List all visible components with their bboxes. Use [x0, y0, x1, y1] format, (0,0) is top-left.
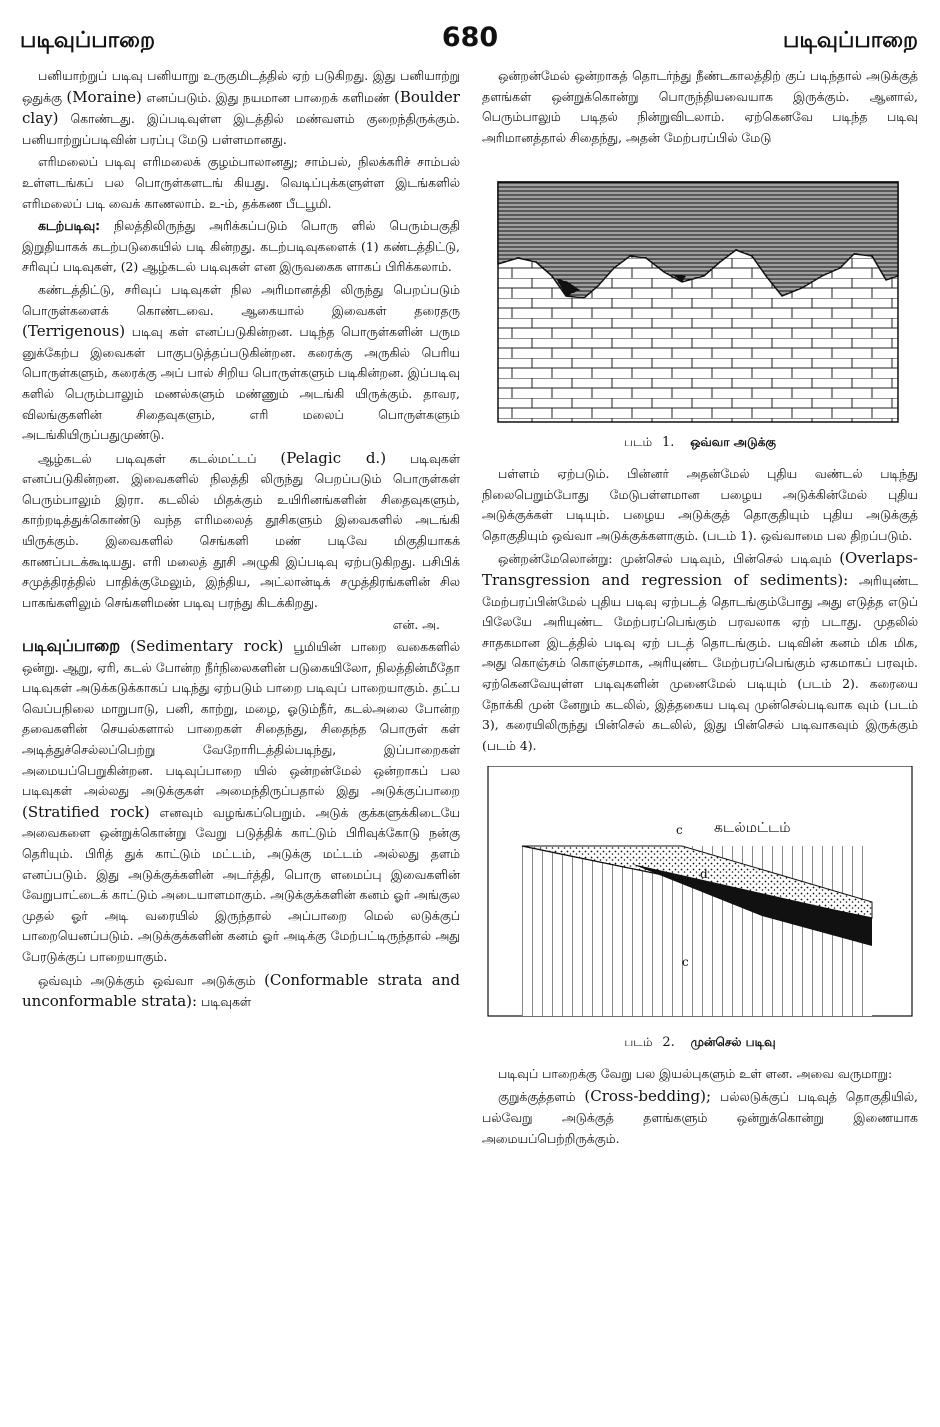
entry-title: படிவுப்பாறை: [22, 636, 121, 656]
paragraph-conformable: ஒவ்வும் அடுக்கும் ஒவ்வா அடுக்கும் (Conformable strata and unconformable strata): படிவுகள்: [22, 970, 460, 1011]
left-column: [22, 66, 460, 1015]
figure-2: [482, 766, 918, 1054]
paragraph-unconformity-explained: பள்ளம் ஏற்படும். பின்னர் அதன்மேல் புதிய வண்டல் படிந்து நிலைபெறும்போது மேடுபள்ளமான பழைய அடுக்கின்மேல் புதிய அடுக்குக்கள் படியும். பழைய அடுக்குத் தொகுதியும் புதிய அடுக்குத் தொகுதியும் ஒவ்வா அடுக்குக்களாகும். (படம் 1). ஒவ்வாமை பல திறப்படும்.: [482, 465, 918, 543]
running-head-left: படிவுப்பாறை: [20, 28, 155, 53]
running-head-right: படிவுப்பாறை: [783, 28, 918, 53]
paragraph-unconformity-intro: ஒன்றன்மேல் ஒன்றாகத் தொடர்ந்து நீண்டகாலத்திற் குப் படிந்தால் அடுக்குத் தளங்கள் ஒன்றுக்கொன்று பொருந்தியவையாக இருக்கும். ஆனால், பெரும்பாலும் படிதல் நின்றுவிடலாம். ஏற்கெனவே படிந்த படிவு அரிமானத்தால் சிதைந்து, அதன் மேற்பரப்பில் மேடு: [482, 68, 918, 145]
paragraph-deep-sea: ஆழ்கடல் படிவுகள் கடல்மட்டப் (Pelagic d.) படிவுகள் எனப்படுகின்றன. இவைகளில் நிலத்தி லிருந்து பெறப்படும் பொருள்கள் பெரும்பாலும் இரா. கடலில் மிதக்கும் உயிரினங்களின் சிதைவுகளும், காற்றடித்துக்கொண்டு வந்த எரிமலைத் தூசிகளும் இவைகளில் அடங்கி யிருக்கும். இவைகளில் செங்களி மண் படிவே மிகுதியாகக் காணப்படக்கூடியது. எரி மலைத் தூசி அழுகி இப்படிவு ஏற்படுகிறது. பசிபிக் சமுத்திரத்தில் பாதிக்குமேலும், இந்திய, அட்லான்டிக் சமுத்திரங்களின் சில பாகங்களிலும் செங்களிமண் படிவு பரந்து கிடக்கிறது.: [22, 448, 460, 610]
label-d: d: [700, 867, 708, 882]
paragraph-continental-shelf: கண்டத்திட்டு, சரிவுப் படிவுகள் நில அரிமானத்தி லிருந்து பெறப்படும் பொருள்களைக் கொண்டவை. ஆகையால் இவைகள் தரைதரு (Terrigenous) படிவு கள் எனப்படுகின்றன. படிந்த பொருள்களின் பரும னுக்கேற்ப இவைகள் பாகுபடுத்தப்படுகின்றன. கரைக்கு அருகில் பெரிய பொருள்களும், கரைக்கு அப் பால் சிறிய பொருள்களும் படிகின்றன. இப்படிவு களில் பெரும்பாலும் மணல்களும் மண்ணும் அடங்கி யிருக்கும். தாவர, விலங்குகளின் சிதைவுகளும், எரி மலைப் பொருள்களும் அடங்கியிருப்பதுமுண்டு.: [22, 281, 460, 443]
figure-1-caption: படம் 1. ஒவ்வா அடுக்கு: [624, 435, 776, 451]
figure-2-caption: படம் 2. முன்செல் படிவு: [624, 1035, 776, 1051]
paragraph-cross-bedding: குறுக்குத்தளம் (Cross-bedding); பல்லடுக்குப் படிவுத் தொகுதியில், பல்வேறு அடுக்குத் தளங்களும் ஒன்றுக்கொன்று இணையாக அமையப்பெற்றிருக்கும்.: [482, 1087, 918, 1146]
paragraph-marine: கடற்படிவு: நிலத்திலிருந்து அரிக்கப்படும் பொரு ளில் பெரும்பகுதி இறுதியாகக் கடற்படுகையில் படி கின்றது. கடற்படிவுகளைக் (1) கண்டத்திட்டு, சரிவுப் படிவுகள், (2) ஆழ்கடல் படிவுகள் என இருவகைக ளாகப் பிரிக்கலாம்.: [22, 218, 460, 275]
page-header: [0, 0, 940, 60]
right-column: [482, 66, 918, 1151]
paragraph-overlaps: ஒன்றன்மேலொன்று: முன்செல் படிவும், பின்செல் படிவும் (Overlaps-Transgression and regression of sediments): அரியுண்ட மேற்பரப்பின்மேல் புதிய படிவு ஏற்படத் தொடங்கும்போது அது எடுத்த எடுப் பிலேயே அரியுண்ட மேற்பரப்பெங்கும் பரவலாக ஏற் படாது. முதலில் சாதகமான இடத்தில் படிவு ஏற் படத் தொடங்கும். படிவின் கனம் மிக மிக, அது கொஞ்சம் கொஞ்சமாக, அரியுண்ட மேற்பரப்பெங்கும் ஏகமாகப் பரவும். ஏற்கெனவேயுள்ள படிவுகளின் முனைமேல் படியும் (படம் 2). கரையை நோக்கி முன் னேறும் கடலில், இத்தகைய படிவு முன்செல்படிவாக வும் (படம் 3), கரையிலிருந்து பின்செல் கடலில், இது பின்செல் படிவாகவும் இருக்கும் (படம் 4).: [482, 549, 918, 753]
figure-1: [482, 158, 918, 454]
page-number: 680: [441, 22, 499, 53]
overlap-diagram: [482, 766, 918, 1028]
paragraph-volcanic: எரிமலைப் படிவு எரிமலைக் குழம்பாலானது; சாம்பல், நிலக்கரிச் சாம்பல் உள்ளடங்கப் பல பொருள்களடங் கியது. வெடிப்புக்களுள்ள இடங்களில் எரிமலைப் படி வைக் காணலாம். உ-ம், தக்கண பீடபூமி.: [22, 154, 460, 211]
entry-sedimentary-rock: படிவுப்பாறை (Sedimentary rock) பூமியின் பாறை வகைகளில் ஒன்று. ஆறு, ஏரி, கடல் போன்ற நீர்நிலைகளின் படுகையிலோ, நிலத்தின்மீதோ படிவுகள் அடுக்கடுக்காகப் படிந்து ஏற்படும் பாறை படிவுப் பாறையாகும். தட்ப வெப்பநிலை மாறுபாடு, பனி, காற்று, மழை, ஓடும்நீர், கடல்அலை போன்ற தவைகளின் செயல்களால் பாறைகள் சிதைந்து, சிதைந்த பொருள் கள் அடித்துச்செல்லப்பெற்று வேறோரிடத்தில்படிந்து, இப்பாறைகள் அமையப்பெறுகின்றன. படிவுப்பாறை யில் ஒன்றன்மேல் ஒன்றாகப் பல படிவுகள் அல்லது அடுக்குகள் அமைந்திருப்பதால் இது அடுக்குப்பாறை (Stratified rock) எனவும் வழங்கப்பெறும். அடுக் குக்களுக்கிடையே அவைகளை ஒன்றுக்கொன்று வேறு படுத்திக் காட்டும் பிரிவுக்கோடு நன்கு தெரியும். பிரித் துக் காட்டும் மட்டம், அடுக்கு மட்டம் அல்லது தளம் எனப்படும். இது அடுக்குக்களின் அடர்த்தி, பொரு ளமைப்பு இவைகளின் வேறுபாட்டைக் காட்டும் அடையாளமாகும். அடுக்குக்களின் கனம் ஓர் அங்குல முதல் ஓர் அடி வரையில் இருந்தால் அப்பாறை மெல் லடுக்குப் பாறையெனப்படும். அடுக்குக்களின் கனம் ஓர் அடிக்கு மேற்பட்டிருந்தால் அது பேரடுக்குப் பாறையாகும்.: [22, 636, 461, 964]
label-c-bottom: c: [682, 955, 689, 970]
sea-level-label: கடல்மட்டம்: [714, 820, 791, 837]
paragraph-glacial: பனியாற்றுப் படிவு பனியாறு உருகுமிடத்தில் ஏற் படுகிறது. இது பனியாற்று ஒதுக்கு (Moraine) எனப்படும். இது நயமான பாறைக் களிமண் (Boulder clay) கொண்டது. இப்படிவுள்ள இடத்தில் மண்வளம் குறைந்திருக்கும். பனியாற்றுப்படிவின் பரப்பு மேடு பள்ளமானது.: [22, 68, 460, 147]
label-c-top: c: [676, 823, 683, 838]
paragraph-other-properties: படிவுப் பாறைக்கு வேறு பல இயல்புகளும் உள் ளன. அவை வருமாறு:: [498, 1065, 893, 1081]
unconformity-diagram: [482, 158, 918, 428]
author-signature: என். அ.: [392, 617, 440, 633]
